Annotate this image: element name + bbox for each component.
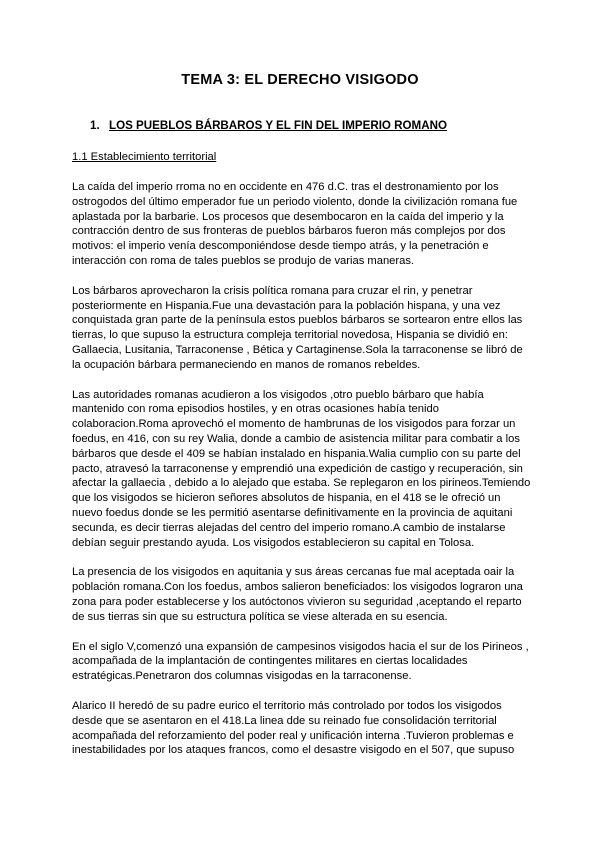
text-line: tierras, lo que supuso la estructura compleja territorial novedosa, Hispania se dividió en:: [72, 329, 508, 342]
text-line: Los bárbaros aprovecharon la crisis política romana para cruzar el rin, y penetrar: [72, 284, 473, 297]
text-line: En el siglo V,comenzó una expansión de campesinos visigodos hacia el sur de los Pirineos ,: [72, 640, 529, 653]
text-line: Gallaecia, Lusitania, Tarraconense , Bética y Cartaginense.Sola la tarraconense se libró de: [72, 343, 523, 356]
text-line: La caída del imperio rroma no en occidente en 476 d.C. tras el destronamiento por los: [72, 181, 499, 193]
text-line: colaboracion.Roma aprovechó el momento de hambrunas de los visigodos para forzar un: [72, 418, 516, 431]
section-number: 1.: [90, 119, 100, 132]
text-line: pacto, atravesó la tarraconense y emprendió una expedición de castigo y recuperación, sin: [72, 462, 523, 475]
document-title: TEMA 3: EL DERECHO VISIGODO: [181, 72, 419, 88]
text-line: la ocupación bárbara permaneciendo en manos de romanos rebeldes.: [72, 358, 421, 371]
text-line: debían seguir prestando ayuda. Los visigodos establecieron su capital en Tolosa.: [72, 536, 475, 549]
paragraph-1: [72, 180, 532, 269]
text-line: desde que se asentaron en el 418.La linea dde su reinado fue consolidación territorial: [72, 714, 497, 727]
paragraph-3: [72, 388, 532, 551]
text-line: de sus tierras sin que su estructura política se viese alterada en su esencia.: [72, 610, 448, 623]
text-line: estratégicas.Penetraron dos columnas visigodas en la tarraconense.: [72, 670, 412, 683]
text-line: contracción dentro de sus fronteras de pueblos bárbaros fueron más complejos por dos: [72, 225, 506, 238]
text-line: Las autoridades romanas acudieron a los visigodos ,otro pueblo bárbaro que había: [72, 388, 484, 401]
text-line: aplastada por la barbarie. Los procesos que desembocaron en la caída del imperio y la: [72, 210, 504, 223]
text-line: bárbaros que desde el 409 se habían instalado en hispania.Walia cumplio con su parte del: [72, 447, 521, 460]
section-heading: [90, 119, 447, 132]
section-title: LOS PUEBLOS BÁRBAROS Y EL FIN DEL IMPERIO ROMANO: [109, 119, 447, 132]
paragraph-4: [72, 565, 532, 624]
text-line: que los visigodos se hicieron señores absolutos de hispania, en el 418 se le ofreció un: [72, 492, 501, 505]
text-line: Alarico II heredó de su padre eurico el territorio más controlado por todos los visigodos: [72, 699, 502, 712]
document-body: [72, 180, 532, 773]
text-line: posteriormente en Hispania.Fue una devastación para la población hispana, y una vez: [72, 299, 501, 312]
text-line: La presencia de los visigodos en aquitania y sus áreas cercanas fue mal aceptada oair la: [72, 566, 515, 579]
text-line: zona para poder establecerse y los autóctonos vivieron su seguridad ,aceptando el reparto: [72, 595, 522, 608]
text-line: acompañada de la implantación de contingentes militares en ciertas localidades: [72, 655, 468, 668]
text-line: nuevo foedus donde se les permitió asentarse definitivamente en la provincia de aquitani: [72, 506, 513, 519]
subsection-heading: 1.1 Establecimiento territorial: [72, 151, 217, 163]
text-line: foedus, en 416, con su rey Walia, donde a cambio de asistencia militar para combatir a los: [72, 432, 520, 445]
paragraph-5: [72, 640, 532, 684]
text-line: acompañada del reforzamiento del poder real y unificación interna .Tuvieron problemas e: [72, 729, 514, 742]
text-line: inestabilidades por los ataques francos, como el desastre visigodo en el 507, que supuso: [72, 744, 515, 757]
text-line: afectar la gallaecia , debido a lo alejado que estaba. Se replegaron en los pirineos.Temiendo: [72, 477, 531, 490]
paragraph-2: [72, 284, 532, 373]
paragraph-6: [72, 699, 532, 758]
text-line: conquistada gran parte de la península estos pueblos bárbaros se sortearon entre ellos las: [72, 314, 523, 327]
text-line: interacción con roma de tales pueblos se produjo de varias maneras.: [72, 254, 415, 267]
text-line: motivos: el imperio venía descomponiéndose desde tiempo atrás, y la penetración e: [72, 240, 489, 253]
text-line: ostrogodos del último emperador fue un periodo violento, donde la civilización romana fue: [72, 195, 518, 208]
text-line: mantenido con roma episodios hostiles, y en otras ocasiones había tenido: [72, 403, 439, 416]
text-line: secunda, es decir tierras alejadas del centro del imperio romano.A cambio de instalarse: [72, 521, 506, 534]
text-line: población romana.Con los foedus, ambos salieron beneficiados: los visigodos lograron una: [72, 581, 523, 594]
